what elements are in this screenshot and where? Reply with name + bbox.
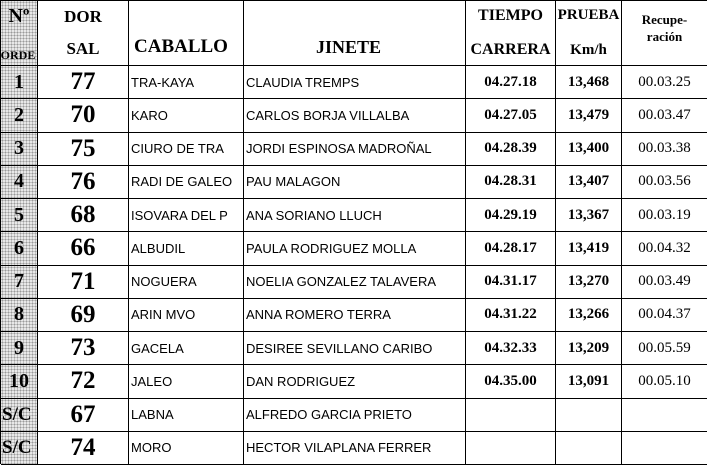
- row-caballo: RADI DE GALEO: [129, 166, 244, 199]
- row-position: 4: [1, 166, 38, 199]
- header-recuperacion: [622, 1, 707, 66]
- row-caballo: GACELA: [129, 332, 244, 365]
- row-velocidad: [556, 399, 622, 432]
- row-velocidad: 13,407: [556, 166, 622, 199]
- row-tiempo: 04.32.33: [466, 332, 556, 365]
- header-recuperacion-top: Recupe-: [641, 12, 688, 27]
- header-jinete-label: JINETE: [316, 37, 382, 57]
- row-velocidad: 13,367: [556, 199, 622, 232]
- row-jinete: CARLOS BORJA VILLALBA: [244, 99, 466, 132]
- row-recuperacion: 00.03.38: [622, 133, 707, 166]
- row-velocidad: 13,270: [556, 266, 622, 299]
- header-caballo: [129, 1, 244, 66]
- row-jinete: PAU MALAGON: [244, 166, 466, 199]
- row-dorsal: 74: [38, 432, 129, 465]
- row-tiempo: 04.31.17: [466, 266, 556, 299]
- row-recuperacion: 00.05.59: [622, 332, 707, 365]
- row-position: S/C: [1, 432, 38, 465]
- header-jinete: [244, 1, 466, 66]
- row-velocidad: 13,479: [556, 99, 622, 132]
- row-caballo: ISOVARA DEL P: [129, 199, 244, 232]
- row-recuperacion: 00.03.19: [622, 199, 707, 232]
- row-velocidad: [556, 432, 622, 465]
- row-recuperacion: 00.03.49: [622, 266, 707, 299]
- row-velocidad: 13,266: [556, 299, 622, 332]
- row-tiempo: [466, 399, 556, 432]
- row-velocidad: 13,209: [556, 332, 622, 365]
- row-jinete: JORDI ESPINOSA MADROÑAL: [244, 133, 466, 166]
- row-position: 8: [1, 299, 38, 332]
- row-position: 5: [1, 199, 38, 232]
- header-caballo-label: CABALLO: [134, 36, 228, 57]
- row-caballo: NOGUERA: [129, 266, 244, 299]
- header-dorsal: [38, 1, 129, 66]
- header-orden-bottom: ORDE: [1, 48, 36, 62]
- row-position: 6: [1, 232, 38, 265]
- row-velocidad: 13,419: [556, 232, 622, 265]
- row-jinete: NOELIA GONZALEZ TALAVERA: [244, 266, 466, 299]
- header-orden: [1, 1, 38, 66]
- row-position: 9: [1, 332, 38, 365]
- row-dorsal: 70: [38, 99, 129, 132]
- row-tiempo: 04.28.31: [466, 166, 556, 199]
- row-jinete: ANA SORIANO LLUCH: [244, 199, 466, 232]
- row-jinete: DESIREE SEVILLANO CARIBO: [244, 332, 466, 365]
- row-dorsal: 69: [38, 299, 129, 332]
- row-tiempo: 04.27.18: [466, 66, 556, 99]
- row-position: 3: [1, 133, 38, 166]
- row-caballo: CIURO DE TRA: [129, 133, 244, 166]
- row-caballo: KARO: [129, 99, 244, 132]
- row-recuperacion: 00.03.47: [622, 99, 707, 132]
- row-dorsal: 67: [38, 399, 129, 432]
- row-jinete: ANNA ROMERO TERRA: [244, 299, 466, 332]
- row-jinete: ALFREDO GARCIA PRIETO: [244, 399, 466, 432]
- header-tiempo-top: TIEMPO: [478, 7, 543, 24]
- row-recuperacion: 00.03.25: [622, 66, 707, 99]
- row-recuperacion: 00.03.56: [622, 166, 707, 199]
- row-jinete: DAN RODRIGUEZ: [244, 365, 466, 398]
- row-tiempo: 04.28.17: [466, 232, 556, 265]
- row-caballo: JALEO: [129, 365, 244, 398]
- header-orden-top: Nº: [8, 5, 30, 27]
- row-dorsal: 73: [38, 332, 129, 365]
- row-tiempo: [466, 432, 556, 465]
- row-position: 10: [1, 365, 38, 398]
- row-jinete: CLAUDIA TREMPS: [244, 66, 466, 99]
- row-tiempo: 04.31.22: [466, 299, 556, 332]
- row-caballo: ALBUDIL: [129, 232, 244, 265]
- header-dorsal-bottom: SAL: [66, 39, 100, 58]
- row-dorsal: 77: [38, 66, 129, 99]
- header-dorsal-top: DOR: [64, 7, 102, 26]
- row-dorsal: 66: [38, 232, 129, 265]
- header-recuperacion-bottom: ración: [646, 29, 683, 44]
- row-recuperacion: [622, 432, 707, 465]
- row-recuperacion: 00.04.37: [622, 299, 707, 332]
- row-caballo: LABNA: [129, 399, 244, 432]
- row-velocidad: 13,091: [556, 365, 622, 398]
- row-position: 2: [1, 99, 38, 132]
- row-dorsal: 71: [38, 266, 129, 299]
- header-prueba: [556, 1, 622, 66]
- row-dorsal: 76: [38, 166, 129, 199]
- header-tiempo: [466, 1, 556, 66]
- row-tiempo: 04.35.00: [466, 365, 556, 398]
- row-tiempo: 04.29.19: [466, 199, 556, 232]
- header-prueba-bottom: Km/h: [570, 42, 607, 58]
- row-velocidad: 13,468: [556, 66, 622, 99]
- row-dorsal: 75: [38, 133, 129, 166]
- row-dorsal: 72: [38, 365, 129, 398]
- row-recuperacion: 00.04.32: [622, 232, 707, 265]
- row-jinete: PAULA RODRIGUEZ MOLLA: [244, 232, 466, 265]
- row-caballo: ARIN MVO: [129, 299, 244, 332]
- row-caballo: TRA-KAYA: [129, 66, 244, 99]
- header-prueba-top: PRUEBA: [557, 7, 620, 23]
- row-jinete: HECTOR VILAPLANA FERRER: [244, 432, 466, 465]
- header-tiempo-bottom: CARRERA: [470, 41, 551, 58]
- row-tiempo: 04.27.05: [466, 99, 556, 132]
- row-velocidad: 13,400: [556, 133, 622, 166]
- row-position: S/C: [1, 399, 38, 432]
- row-tiempo: 04.28.39: [466, 133, 556, 166]
- row-recuperacion: [622, 399, 707, 432]
- row-position: 7: [1, 266, 38, 299]
- row-recuperacion: 00.05.10: [622, 365, 707, 398]
- row-dorsal: 68: [38, 199, 129, 232]
- row-caballo: MORO: [129, 432, 244, 465]
- row-position: 1: [1, 66, 38, 99]
